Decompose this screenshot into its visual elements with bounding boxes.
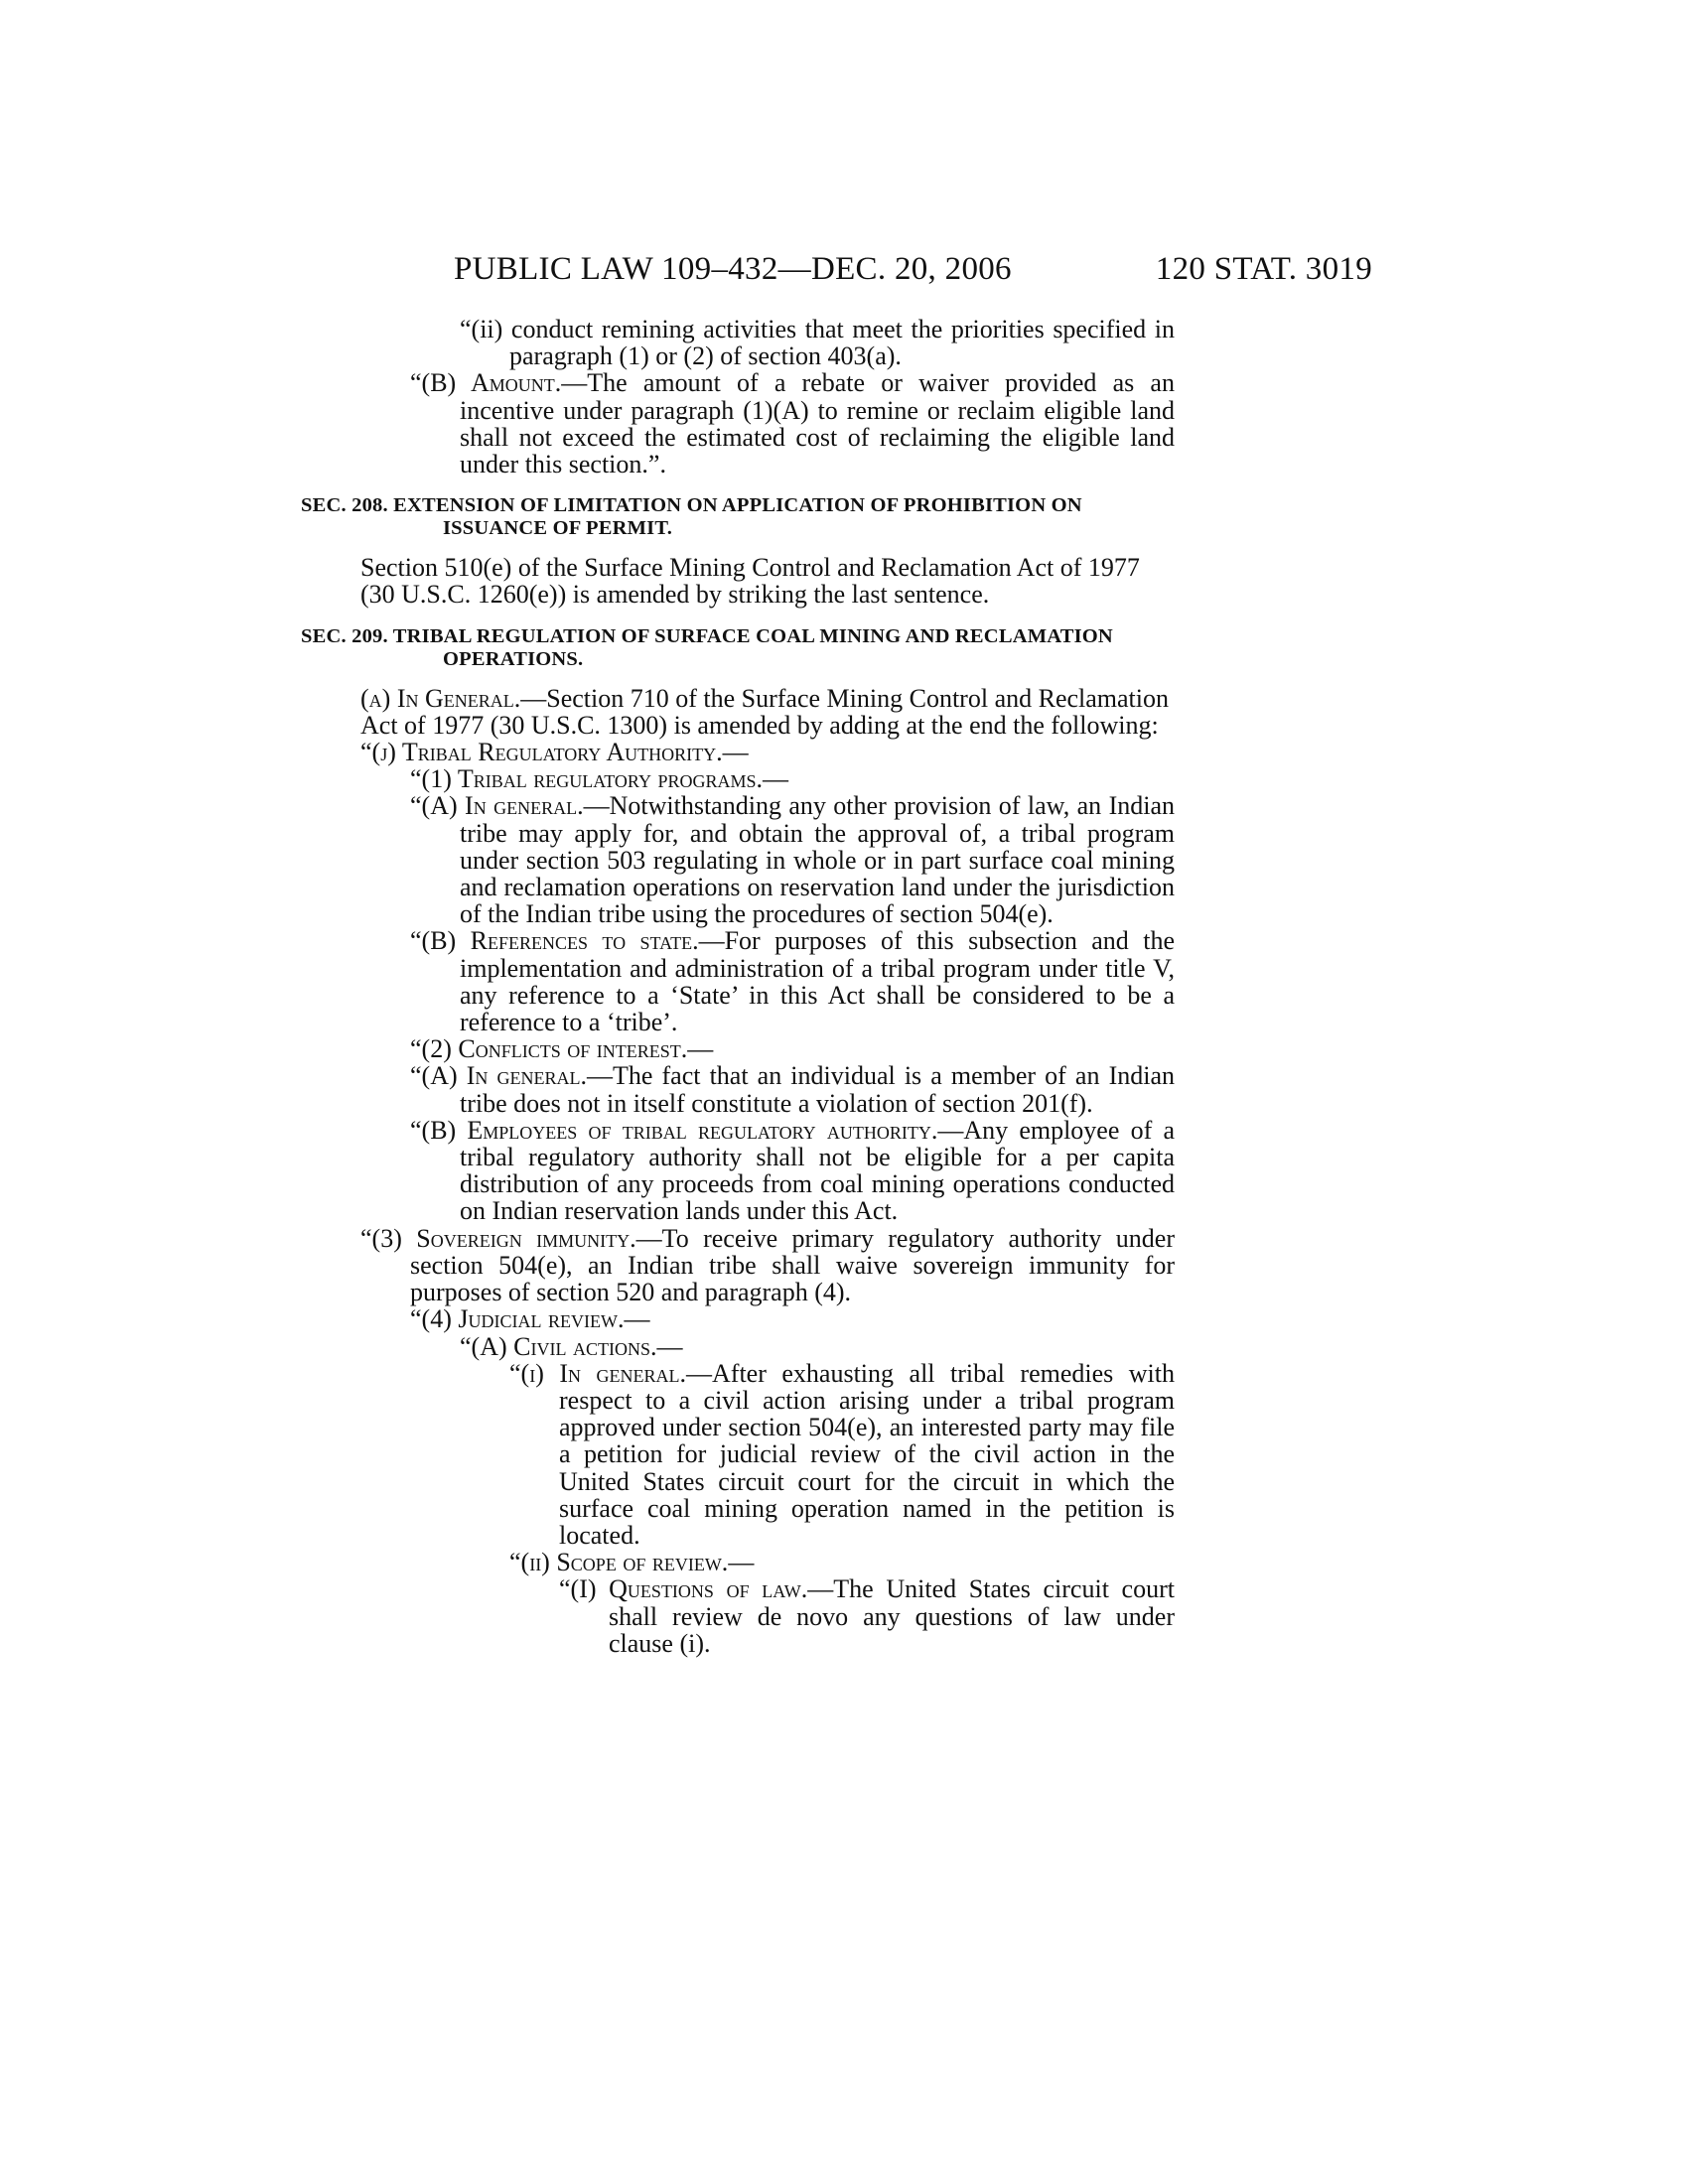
- clause-ii-scope-heading: “(ii) Scope of review.—: [509, 1548, 755, 1577]
- subparagraph-b-amount: “(B) Amount.—The amount of a rebate or waiver provided as an incentive under paragraph (1)(A) to remine or reclaim eligible land shall not exceed the estimated cost of reclaiming the eligible land under this section.”.: [410, 368, 1175, 479]
- paragraph-4-heading: “(4) Judicial review.—: [410, 1304, 650, 1334]
- section-208-heading: SEC. 208. EXTENSION OF LIMITATION ON APPLICATION OF PROHIBITION ON ISSUANCE OF PERMIT.: [301, 494, 1082, 540]
- public-law-header: PUBLIC LAW 109–432—DEC. 20, 2006: [454, 251, 1012, 287]
- section-209-heading: SEC. 209. TRIBAL REGULATION OF SURFACE COAL MINING AND RECLAMATION OPERATIONS.: [301, 624, 1113, 670]
- section-208-text: Section 510(e) of the Surface Mining Control and Reclamation Act of 1977 (30 U.S.C. 1260(e)) is amended by striking the last sentence.: [360, 553, 1140, 610]
- paragraph-1a-in-general: “(A) In general.—Notwithstanding any other provision of law, an Indian tribe may apply for, and obtain the approval of, a tribal program under section 503 regulating in whole or in part surface coal mining and reclamation operations on reservation land under the jurisdiction of the Indian tribe using the procedures of section 504(e).: [410, 791, 1175, 929]
- paragraph-2a-in-general: “(A) In general.—The fact that an individual is a member of an Indian tribe does not in itself constitute a violation of section 201(f).: [410, 1061, 1175, 1118]
- subclause-i-questions-of-law: “(I) Questions of law.—The United States circuit court shall review de novo any questions of law under clause (i).: [559, 1574, 1175, 1658]
- paragraph-3-sovereign-immunity: “(3) Sovereign immunity.—To receive primary regulatory authority under section 504(e), an Indian tribe shall waive sovereign immunity for purposes of section 520 and paragraph (4).: [360, 1223, 1176, 1307]
- paragraph-1b-references: “(B) References to state.—For purposes of this subsection and the implementation and administration of a tribal program under title V, any reference to a ‘State’ in this Act shall be considered to be a reference to a ‘tribe’.: [410, 926, 1176, 1037]
- statute-page-number: 120 STAT. 3019: [1155, 251, 1372, 287]
- clause-ii-remining: “(ii) conduct remining activities that meet the priorities specified in paragraph (1) or (2) of section 403(a).: [460, 315, 1175, 371]
- subsection-j-heading: “(j) Tribal Regulatory Authority.—: [360, 738, 749, 767]
- paragraph-2-heading: “(2) Conflicts of interest.—: [410, 1034, 714, 1064]
- document-body: [301, 316, 1175, 1657]
- running-header: [454, 244, 1372, 294]
- clause-i-in-general: “(i) In general.—After exhausting all tribal remedies with respect to a civil action arising under a tribal program approved under section 504(e), an interested party may file a petition for judicial review of the civil action in the United States circuit court for the circuit in which the surface coal mining operation named in the petition is located.: [509, 1358, 1175, 1550]
- paragraph-1-heading: “(1) Tribal regulatory programs.—: [410, 764, 788, 794]
- paragraph-2b-employees: “(B) Employees of tribal regulatory authority.—Any employee of a tribal regulatory authority shall not be eligible for a per capita distribution of any proceeds from coal mining operations conducted on Indian reservation lands under this Act.: [410, 1115, 1176, 1226]
- paragraph-4a-heading: “(A) Civil actions.—: [460, 1331, 683, 1361]
- subsection-a-in-general: (a) In General.—Section 710 of the Surface Mining Control and Reclamation Act of 1977 (30 U.S.C. 1300) is amended by adding at the end the following:: [360, 683, 1170, 740]
